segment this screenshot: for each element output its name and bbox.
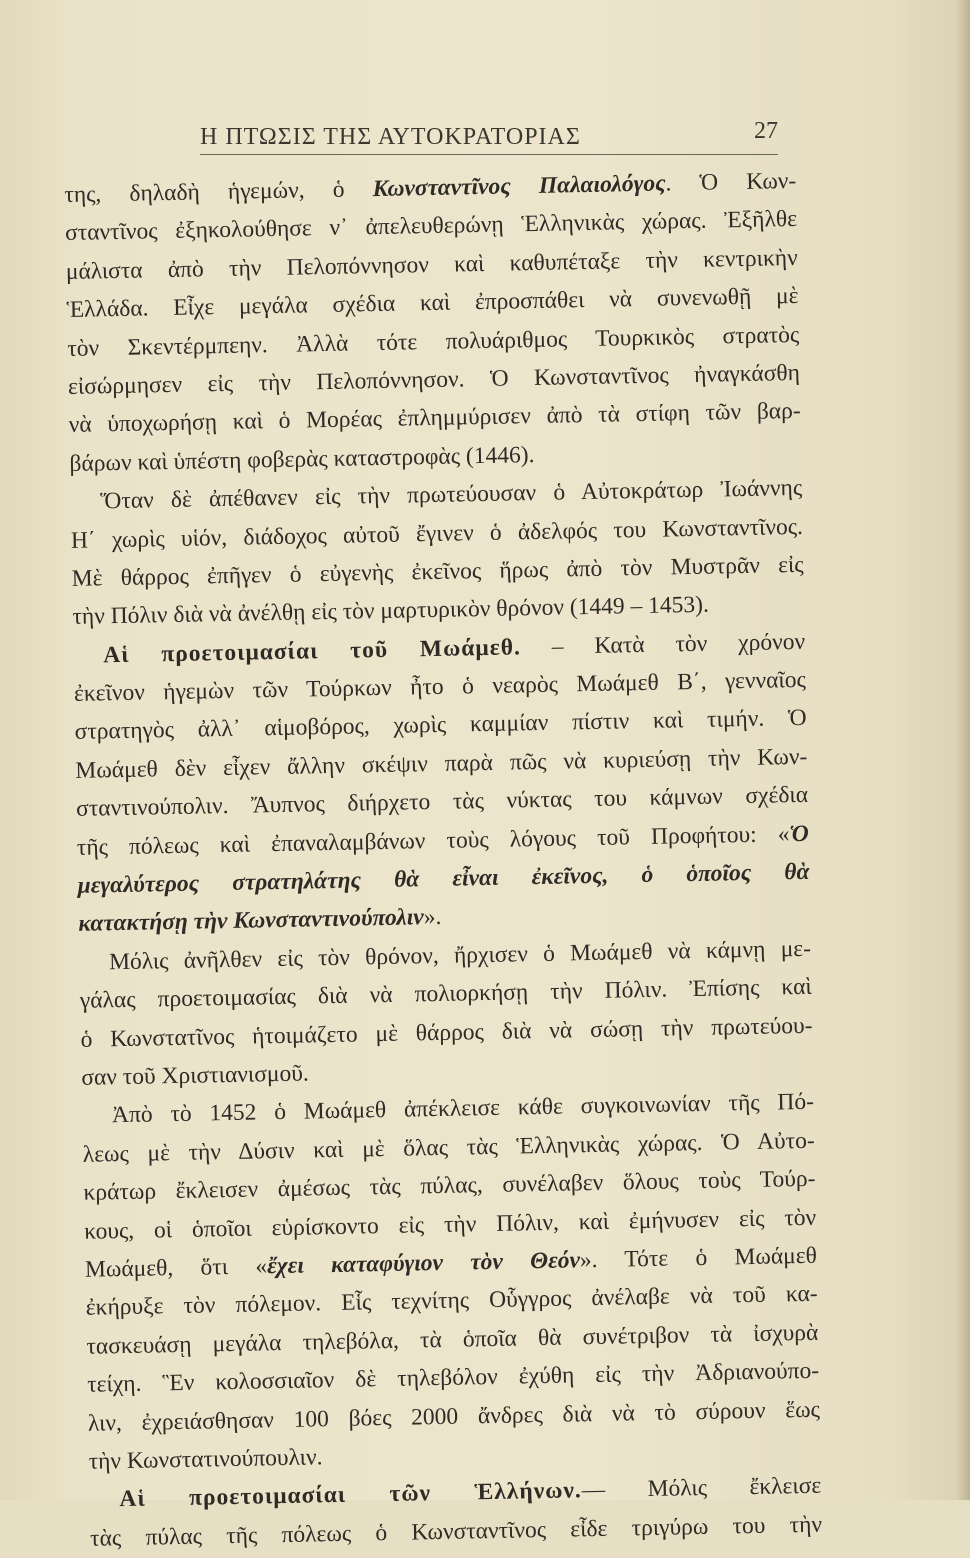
- text-span: – Κατὰ τὸν χρόνον: [520, 628, 806, 661]
- text-span: κους, οἱ ὁποῖοι εὑρίσκοντο εἰς τὴν Πόλιν, καὶ ἐμήνυσεν εἰς τὸν: [84, 1204, 817, 1245]
- text-span: τασκευάσῃ μεγάλα τηλεβόλα, τὰ ὁποῖα θὰ συνέτριβον τὰ ἰσχυρὰ: [86, 1319, 819, 1360]
- text-span: γάλας προετοιμασίας διὰ νὰ πολιορκήσῃ τὴν Πόλιν. Ἐπίσης καὶ: [79, 974, 812, 1015]
- text-span: νὰ ὑποχωρήσῃ καὶ ὁ Μορέας ἐπλημμύρισεν ἀπὸ τὰ στίφη τῶν βαρ-: [68, 398, 801, 439]
- text-span: ἐκεῖνον ἡγεμὼν τῶν Τούρκων ἦτο ὁ νεαρὸς Μωάμεθ Β΄, γενναῖος: [73, 666, 807, 707]
- text-span: κράτωρ ἔκλεισεν ἀμέσως τὰς πύλας, συνέλαβεν ὅλους τοὺς Τούρ-: [83, 1165, 816, 1206]
- text-span: βάρων καὶ ὑπέστη φοβερὰς καταστροφὰς (1446).: [69, 441, 535, 477]
- text-span: τὴν Κωνστατινούπουλιν.: [88, 1444, 323, 1475]
- text-span: σαν τοῦ Χριστιανισμοῦ.: [81, 1060, 309, 1091]
- text-span: Ἀπὸ τὸ 1452 ὁ Μωάμεθ ἀπέκλεισε κάθε συγκοινωνίαν τῆς Πό-: [111, 1089, 815, 1129]
- text-span: ».: [423, 904, 442, 931]
- text-span: ὁ Κωνστατῖνος ἡτοιμάζετο μὲ θάρρος διὰ νὰ σώσῃ τὴν πρωτεύου-: [80, 1012, 813, 1053]
- bold-italic-span: ἔχει καταφύγιον τὸν Θεόν: [266, 1247, 581, 1280]
- section-heading: Αἱ προετοιμασίαι τοῦ Μωάμεθ.: [102, 634, 522, 669]
- text-span: τὸν Σκεντέρμπεην. Ἀλλὰ τότε πολυάριθμος Τουρκικὸς στρατὸς: [67, 321, 800, 362]
- text-span: Ἑλλάδα. Εἶχε μεγάλα σχέδια καὶ ἐπροσπάθει νὰ συνενωθῇ μὲ: [66, 283, 799, 324]
- bold-italic-span: μεγαλύτερος στρατηλάτης θὰ εἶναι ἐκεῖνος, ὁ ὁποῖος θὰ: [77, 858, 810, 899]
- text-span: της, δηλαδὴ ἡγεμών, ὁ: [64, 176, 373, 208]
- text-span: τείχη. Ἓν κολοσσιαῖον δὲ τηλεβόλον ἐχύθη εἰς τὴν Ἀδριανούπο-: [86, 1357, 820, 1398]
- text-span: Η΄ χωρὶς υἱόν, διάδοχος αὐτοῦ ἔγινεν ὁ ἀδελφός του Κωνσταντῖνος.: [70, 513, 804, 554]
- text-span: μάλιστα ἀπὸ τὴν Πελοπόννησον καὶ καθυπέταξε τὴν κεντρικὴν: [65, 244, 798, 285]
- body-text: [64, 162, 822, 1558]
- text-span: σταντινούπολιν. Ἄυπνος διήρχετο τὰς νύκτας του κάμνων σχέδια: [75, 782, 809, 823]
- text-span: Μόλις ἀνῆλθεν εἰς τὸν θρόνον, ἤρχισεν ὁ Μωάμεθ νὰ κάμνῃ με-: [108, 935, 812, 976]
- text-span: λεως μὲ τὴν Δύσιν καὶ μὲ ὅλας τὰς Ἑλληνικὰς χώρας. Ὁ Αὐτο-: [82, 1127, 815, 1168]
- text-span: Μωάμεθ, ὅτι «: [84, 1253, 268, 1283]
- text-span: σταντῖνος ἐξηκολούθησε ν᾿ ἀπελευθερώνῃ Ἑλληνικὰς χώρας. Ἐξῆλθε: [64, 206, 798, 247]
- section-heading: Αἱ προετοιμασίαι τῶν Ἑλλήνων.: [119, 1477, 582, 1513]
- text-span: εἰσώρμησεν εἰς τὴν Πελοπόννησον. Ὁ Κωνσταντῖνος ἠναγκάσθη: [67, 359, 801, 400]
- page-header: [200, 118, 778, 155]
- text-span: τῆς πόλεως καὶ ἐπαναλαμβάνων τοὺς λόγους τοῦ Προφήτου: «: [76, 820, 790, 861]
- text-span: Ὅταν δὲ ἀπέθανεν εἰς τὴν πρωτεύουσαν ὁ Αὐτοκράτωρ Ἰωάννης: [100, 475, 803, 515]
- bold-italic-span: Κωνσταντῖνος Παλαιολόγος: [372, 170, 666, 203]
- text-span: στρατηγὸς ἀλλ᾿ αἱμοβόρος, χωρὶς καμμίαν πίστιν καὶ τιμήν. Ὁ: [74, 705, 807, 746]
- text-span: . Ὁ Κων-: [665, 167, 797, 197]
- text-span: Μὲ θάρρος ἐπῆγεν ὁ εὐγενὴς ἐκεῖνος ἥρως ἀπὸ τὸν Μυστρᾶν εἰς: [71, 551, 804, 592]
- page-number: 27: [754, 118, 778, 144]
- running-head: Η ΠΤΩΣΙΣ ΤΗΣ ΑΥΤΟΚΡΑΤΟΡΙΑΣ: [200, 124, 581, 150]
- text-span: Μωάμεθ δὲν εἶχεν ἄλλην σκέψιν παρὰ πῶς νὰ κυριεύσῃ τὴν Κων-: [75, 743, 808, 784]
- text-span: τὰς πύλας τῆς πόλεως ὁ Κωνσταντῖνος εἶδε τριγύρω του τὴν: [89, 1511, 823, 1552]
- text-span: τὴν Πόλιν διὰ νὰ ἀνέλθῃ εἰς τὸν μαρτυρικὸν θρόνον (1449 – 1453).: [72, 591, 710, 631]
- text-span: ». Τότε ὁ Μωάμεθ: [579, 1242, 818, 1274]
- text-span: ἐκήρυξε τὸν πόλεμον. Εἷς τεχνίτης Οὗγγρος ἀνέλαβε νὰ τοῦ κα-: [85, 1281, 818, 1322]
- text-span: — Μόλις ἔκλεισε: [581, 1472, 822, 1504]
- bold-italic-span: Ὁ: [789, 820, 810, 847]
- bold-italic-span: κατακτήσῃ τὴν Κωνσταντινούπολιν: [78, 904, 424, 938]
- text-span: λιν, ἐχρειάσθησαν 100 βόες 2000 ἄνδρες διὰ νὰ τὸ σύρουν ἕως: [87, 1396, 821, 1437]
